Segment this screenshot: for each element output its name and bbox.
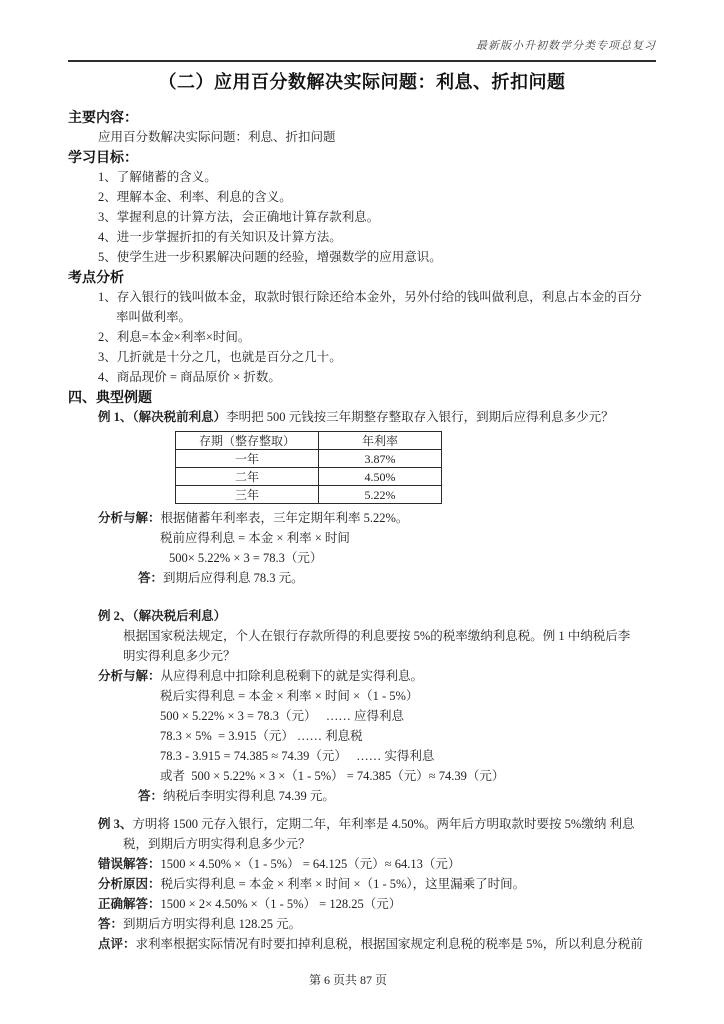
analysis-item: 4、商品现价 = 商品原价 × 折数。 — [98, 370, 281, 384]
page-number: 第 6 页共 87 页 — [308, 973, 387, 987]
table-cell-rate: 3.87% — [319, 450, 442, 468]
answer-label: 答： — [98, 917, 124, 931]
section-heading-goals: 学习目标： — [68, 149, 138, 165]
example2-label: 例 2、（解决税后利息） — [98, 609, 227, 623]
goal-item: 1、了解储蓄的含义。 — [98, 170, 217, 184]
example1-label: 例 1、（解决税前利息） — [98, 410, 227, 424]
header-divider — [68, 60, 656, 62]
example3-comment: 点评：求利率根据实际情况有时要扣掉利息税，根据国家规定利息税的税率是 5%，所以利息分税前 — [98, 937, 643, 951]
analysis-item-wrap: 率叫做利率。 — [116, 310, 192, 324]
section-heading-analysis: 考点分析 — [68, 269, 124, 285]
spacer — [68, 588, 656, 606]
goal-item: 3、掌握利息的计算方法，会正确地计算存款利息。 — [98, 210, 380, 224]
table-header-term: 存期（整存整取） — [176, 432, 319, 450]
table-cell-term: 三年 — [176, 486, 319, 504]
solution-label: 分析与解： — [98, 669, 161, 683]
example1-question: 例 1、（解决税前利息）李明把 500 元钱按三年期整存整取存入银行，到期后应得利息多少元？ — [98, 410, 614, 424]
example3-answer: 答：到期后方明实得利息 128.25 元。 — [98, 917, 302, 931]
reason-label: 分析原因： — [98, 877, 161, 891]
comment-label: 点评： — [98, 937, 136, 951]
table-row — [176, 486, 442, 504]
goal-item: 5、使学生进一步积累解决问题的经验，增强数学的应用意识。 — [98, 250, 442, 264]
table-header-row — [176, 432, 442, 450]
example2-formula: 500 × 5.22% × 3 = 78.3（元） …… 应得利息 — [160, 709, 405, 723]
table-cell-term: 二年 — [176, 468, 319, 486]
example2-formula: 或者 500 × 5.22% × 3 ×（1 - 5%） = 74.385（元）≈ 74.39（元） — [160, 769, 505, 783]
table-header-rate: 年利率 — [319, 432, 442, 450]
spacer — [68, 806, 656, 814]
analysis-item: 3、几折就是十分之几，也就是百分之几十。 — [98, 350, 342, 364]
example2-formula: 78.3 × 5% = 3.915（元） …… 利息税 — [160, 729, 363, 743]
analysis-item: 2、利息=本金×利率×时间。 — [98, 330, 251, 344]
example2-formula: 税后实得利息 = 本金 × 利率 × 时间 ×（1 - 5%） — [160, 689, 419, 703]
page-header-text: 最新版小升初数学分类专项总复习 — [476, 40, 656, 52]
table-row — [176, 468, 442, 486]
goal-item: 2、理解本金、利率、利息的含义。 — [98, 190, 292, 204]
section-heading-typical-examples: 四、典型例题 — [68, 389, 152, 405]
example3-question: 例 3、方明将 1500 元存入银行，定期二年，年利率是 4.50%。两年后方明取款时要按 5%缴纳 利息 — [98, 817, 635, 831]
example2-solution: 分析与解：从应得利息中扣除利息税剩下的就是实得利息。 — [98, 669, 424, 683]
example2-question: 根据国家税法规定，个人在银行存款所得的利息要按 5%的税率缴纳利息税。例 1 中纳税后李 — [123, 629, 631, 643]
example1-solution: 分析与解：根据储蓄年利率表，三年定期年利率 5.22%。 — [98, 511, 409, 525]
example3-label: 例 3、 — [98, 817, 133, 831]
goal-item: 4、进一步掌握折扣的有关知识及计算方法。 — [98, 230, 342, 244]
table-cell-term: 一年 — [176, 450, 319, 468]
main-content-body: 应用百分数解决实际问题：利息、折扣问题 — [98, 130, 336, 144]
section-heading-main-content: 主要内容： — [68, 109, 138, 125]
wrong-answer-label: 错误解答： — [98, 857, 161, 871]
solution-label: 分析与解： — [98, 511, 161, 525]
example2-answer: 答：纳税后李明实得利息 74.39 元。 — [138, 789, 335, 803]
answer-label: 答： — [138, 571, 164, 585]
example2-formula: 78.3 - 3.915 = 74.385 ≈ 74.39（元） …… 实得利息 — [160, 749, 435, 763]
answer-label: 答： — [138, 789, 164, 803]
page-title: （二）应用百分数解决实际问题：利息、折扣问题 — [158, 72, 566, 92]
interest-rate-table — [175, 431, 442, 504]
table-row — [176, 450, 442, 468]
table-cell-rate: 5.22% — [319, 486, 442, 504]
analysis-item: 1、存入银行的钱叫做本金，取款时银行除还给本金外，另外付给的钱叫做利息，利息占本金的百分 — [98, 290, 642, 304]
example1-answer: 答：到期后应得利息 78.3 元。 — [138, 571, 304, 585]
example3-question-wrap: 税，到期后方明实得利息多少元？ — [123, 837, 311, 851]
example3-wrong-answer: 错误解答：1500 × 4.50% ×（1 - 5%） = 64.125（元）≈ 64.13（元） — [98, 857, 461, 871]
example3-correct-answer: 正确解答：1500 × 2× 4.50% ×（1 - 5%） = 128.25（元） — [98, 897, 402, 911]
table-cell-rate: 4.50% — [319, 468, 442, 486]
example1-formula: 500× 5.22% × 3 = 78.3（元） — [169, 551, 323, 565]
example3-reason: 分析原因：税后实得利息 = 本金 × 利率 × 时间 ×（1 - 5%），这里漏乘了时间。 — [98, 877, 526, 891]
example1-formula: 税前应得利息 = 本金 × 利率 × 时间 — [160, 531, 350, 545]
correct-answer-label: 正确解答： — [98, 897, 161, 911]
example2-question-wrap: 明实得利息多少元？ — [123, 649, 236, 663]
